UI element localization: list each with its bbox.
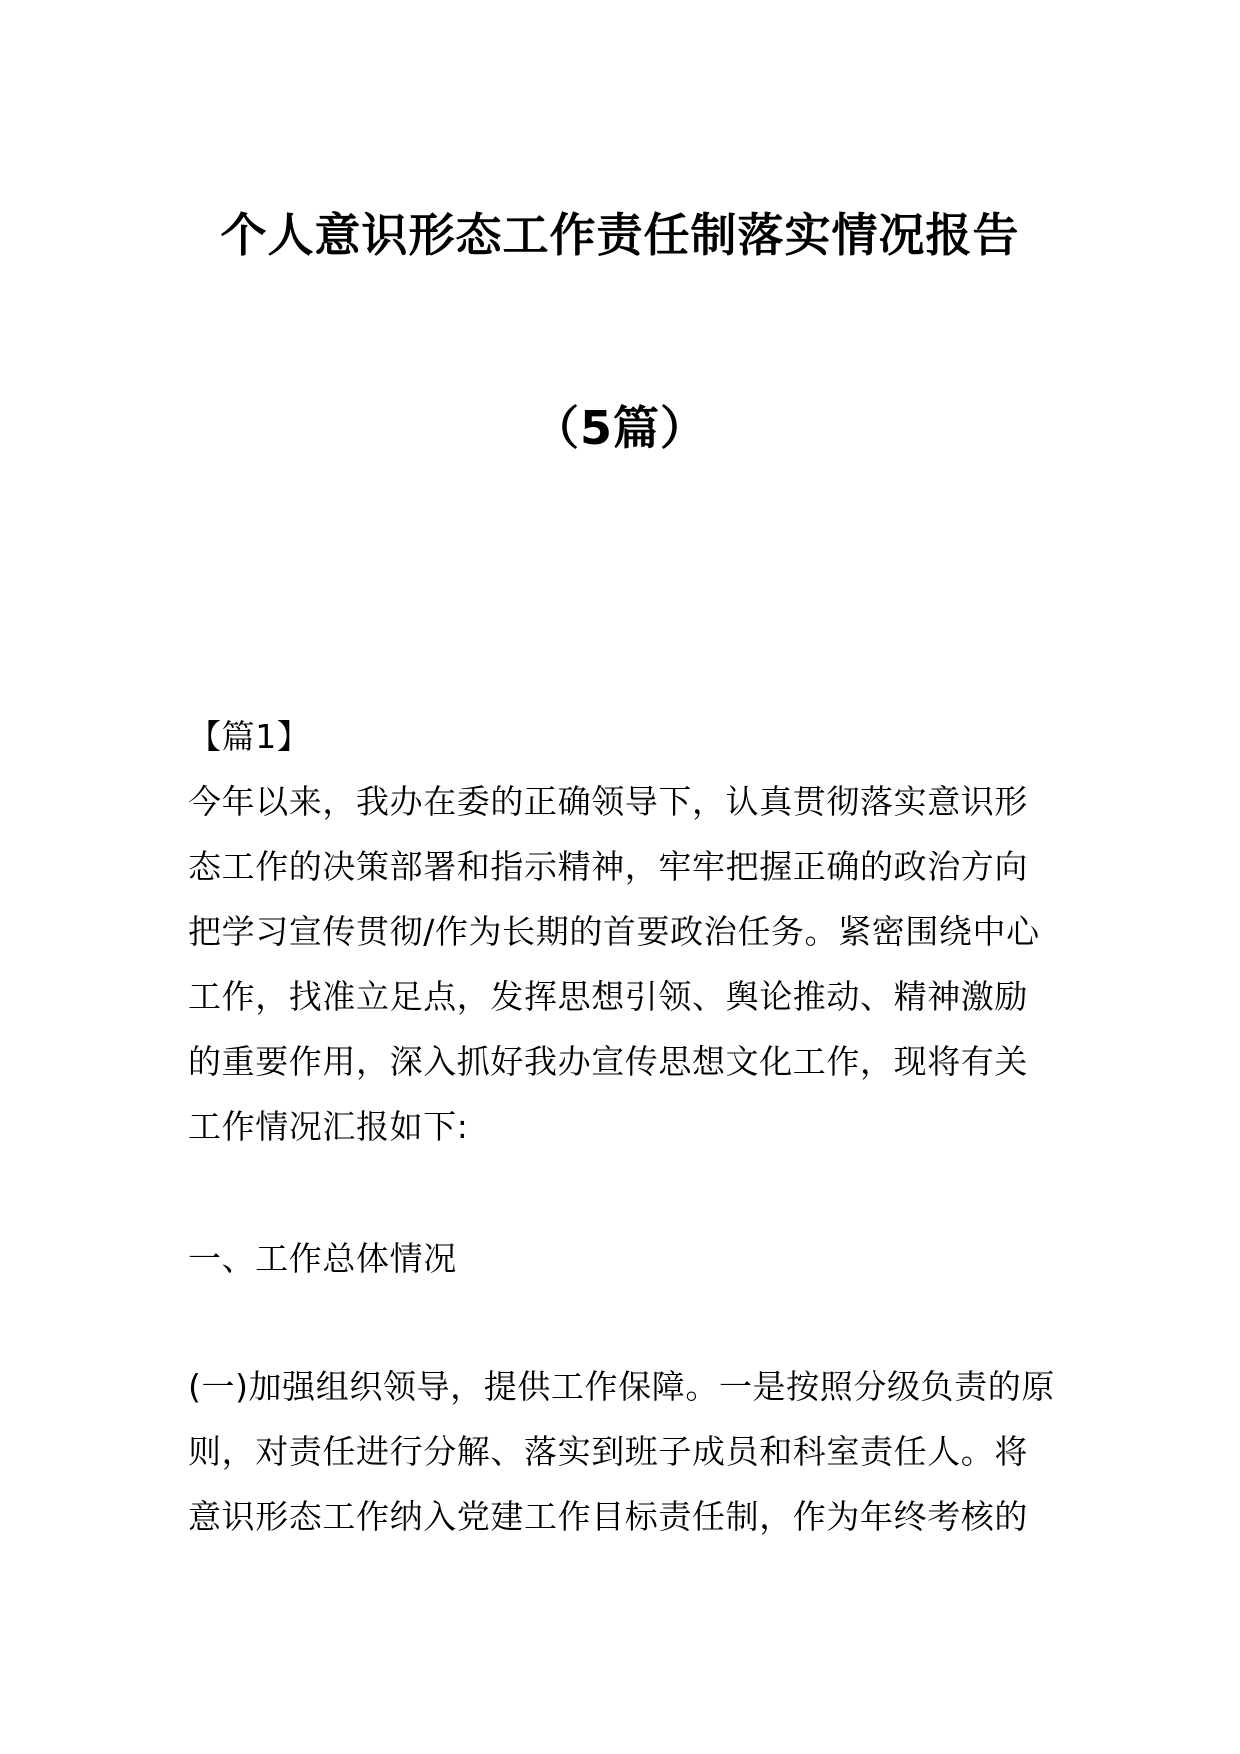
section-heading-text: 一、工作总体情况 (188, 1239, 457, 1278)
document-title: 个人意识形态工作责任制落实情况报告 (220, 208, 1020, 262)
section-tag (188, 704, 1058, 769)
document-subtitle: （5篇） (532, 401, 707, 455)
paragraph-2 (188, 1354, 1058, 1549)
paragraph-line: 今年以来，我办在委的正确领导下，认真贯彻落实意识形 (188, 782, 1028, 821)
paragraph-line: 工作，找准立足点，发挥思想引领、舆论推动、精神激励 (188, 977, 1028, 1016)
paragraph-line: 则，对责任进行分解、落实到班子成员和科室责任人。将 (188, 1432, 1028, 1471)
section-heading (188, 1226, 1058, 1291)
paragraph-line: 工作情况汇报如下: (188, 1107, 469, 1146)
paragraph-line: 把学习宣传贯彻/作为长期的首要政治任务。紧密围绕中心 (188, 912, 1040, 951)
section-tag-text: 【篇1】 (188, 717, 311, 756)
paragraph-line: 态工作的决策部署和指示精神，牢牢把握正确的政治方向 (188, 847, 1028, 886)
paragraph-1 (188, 769, 1058, 1159)
paragraph-line: 意识形态工作纳入党建工作目标责任制，作为年终考核的 (188, 1497, 1028, 1536)
paragraph-line: (一)加强组织领导，提供工作保障。一是按照分级负责的原 (188, 1367, 1055, 1406)
paragraph-line: 的重要作用，深入抓好我办宣传思想文化工作，现将有关 (188, 1042, 1028, 1081)
